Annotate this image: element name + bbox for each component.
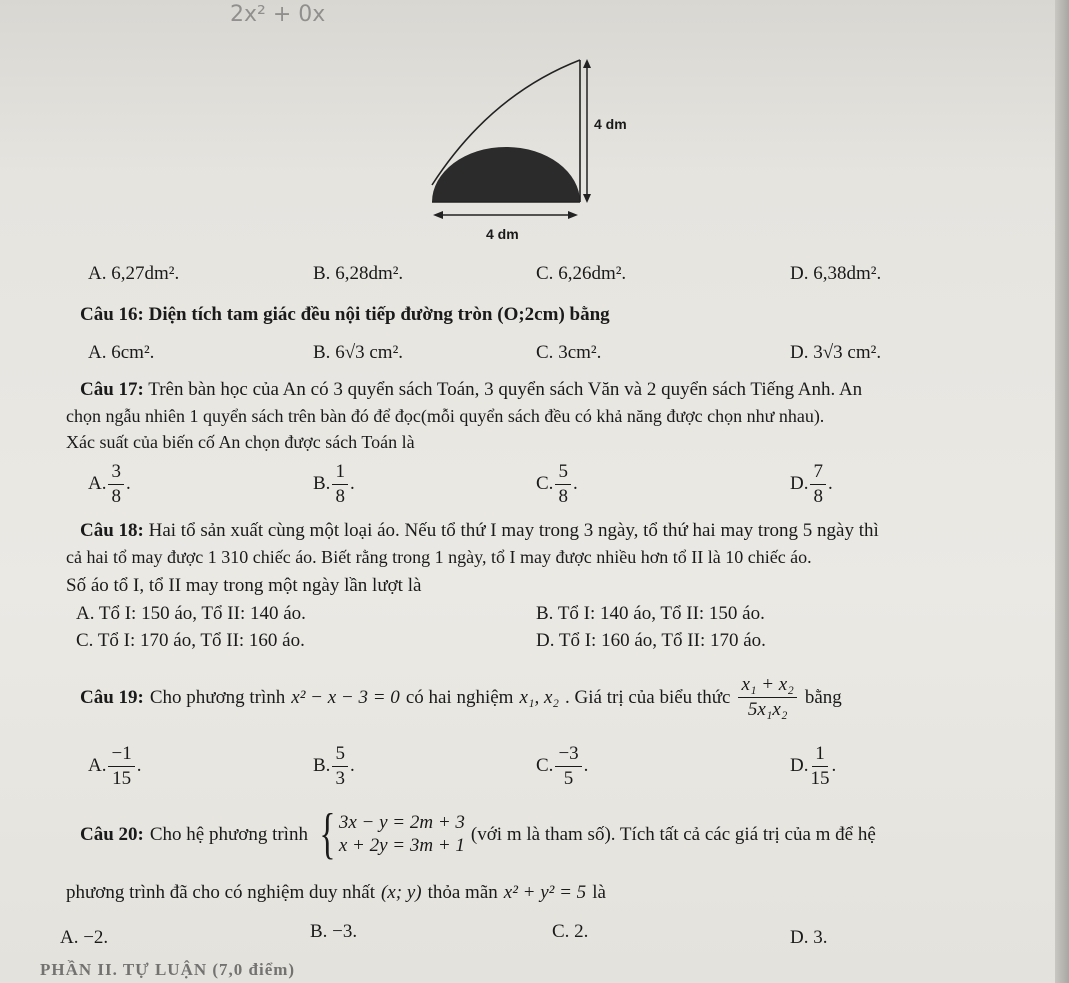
q15-option-b: B. 6,28dm². (313, 263, 404, 284)
section-heading-part2: PHẦN II. TỰ LUẬN (7,0 điểm) (40, 960, 296, 979)
arrow-right-icon (568, 211, 578, 219)
handwritten-scribble: 2x² + 0x (230, 2, 326, 27)
q19-option-a: A. $\frac{-1}{15}$ . (88, 743, 142, 789)
q20-option-d: D. 3. (790, 927, 828, 948)
q16-option-a: A. 6cm². (88, 342, 155, 363)
q20-stem-line2: phương trình đã cho có nghiệm duy nhất (x; y) thỏa mãn x² + y² = 5 là (66, 882, 606, 903)
q16-option-c: C. 3cm². (536, 342, 602, 363)
q19-stem: Câu 19: Cho phương trình x² − x − 3 = 0 có hai nghiệm x₁, x₂ . Giá trị của biểu thức $\frac{\text{x₁ + x₂}}{\text{5x₁x₂}}$ bằng (80, 674, 842, 720)
height-label: 4 dm (594, 116, 627, 132)
q20-stem-line1: Câu 20: Cho hệ phương trình { 3x − y = 2m + 3 x + 2y = 3m + 1 (với m là tham số). Tích tất cả các giá trị của m để hệ (80, 803, 876, 865)
q18-option-a: A. Tổ I: 150 áo, Tổ II: 140 áo. (76, 603, 306, 624)
q20-option-c: C. 2. (552, 921, 589, 942)
q20-option-b: B. −3. (310, 921, 358, 942)
semicircle-figure (420, 55, 640, 255)
page-edge-shadow (1055, 0, 1069, 983)
q17-option-d: D. $\frac{7}{8}$ . (790, 461, 833, 507)
q20-option-a: A. −2. (60, 927, 109, 948)
q18-stem-line1: Câu 18: Hai tổ sản xuất cùng một loại áo. Nếu tổ thứ I may trong 3 ngày, tổ thứ hai may trong 5 ngày thì (80, 520, 879, 541)
q19-option-c: C. $\frac{-3}{5}$ . (536, 743, 589, 789)
width-label: 4 dm (486, 226, 519, 242)
q18-option-d: D. Tổ I: 160 áo, Tổ II: 170 áo. (536, 630, 766, 651)
q17-option-b: B. $\frac{1}{8}$ . (313, 461, 355, 507)
q15-option-d: D. 6,38dm². (790, 263, 882, 284)
arrow-left-icon (433, 211, 443, 219)
q18-option-c: C. Tổ I: 170 áo, Tổ II: 160 áo. (76, 630, 305, 651)
arrow-up-icon (583, 59, 591, 68)
q17-stem-line3: Xác suất của biến cố An chọn được sách Toán là (66, 432, 415, 452)
q16-option-b: B. 6√3 cm². (313, 342, 404, 363)
q18-stem-line3: Số áo tổ I, tổ II may trong một ngày lần lượt là (66, 575, 422, 596)
q16-option-d: D. 3√3 cm². (790, 342, 882, 363)
arrow-down-icon (583, 194, 591, 203)
equation-system: { 3x − y = 2m + 3 x + 2y = 3m + 1 (319, 803, 465, 865)
q15-option-c: C. 6,26dm². (536, 263, 627, 284)
q17-option-a: A. $\frac{3}{8}$ . (88, 461, 131, 507)
q18-stem-line2: cả hai tổ may được 1 310 chiếc áo. Biết rằng trong 1 ngày, tổ I may được nhiều hơn tổ II là 10 chiếc áo. (66, 547, 812, 567)
q17-option-c: C. $\frac{5}{8}$ . (536, 461, 578, 507)
q16-stem: Câu 16: Diện tích tam giác đều nội tiếp đường tròn (O;2cm) bằng (80, 304, 610, 325)
q19-option-d: D. $\frac{1}{15}$ . (790, 743, 837, 789)
q15-option-a: A. 6,27dm². (88, 263, 180, 284)
q19-option-b: B. $\frac{5}{3}$ . (313, 743, 355, 789)
q18-option-b: B. Tổ I: 140 áo, Tổ II: 150 áo. (536, 603, 765, 624)
q17-stem-line1: Câu 17: Trên bàn học của An có 3 quyển sách Toán, 3 quyển sách Văn và 2 quyển sách Tiếng Anh. An (80, 379, 863, 400)
q17-stem-line2: chọn ngẫu nhiên 1 quyển sách trên bàn đó để đọc(mỗi quyển sách đều có khả năng được chọn như nhau). (66, 406, 825, 426)
